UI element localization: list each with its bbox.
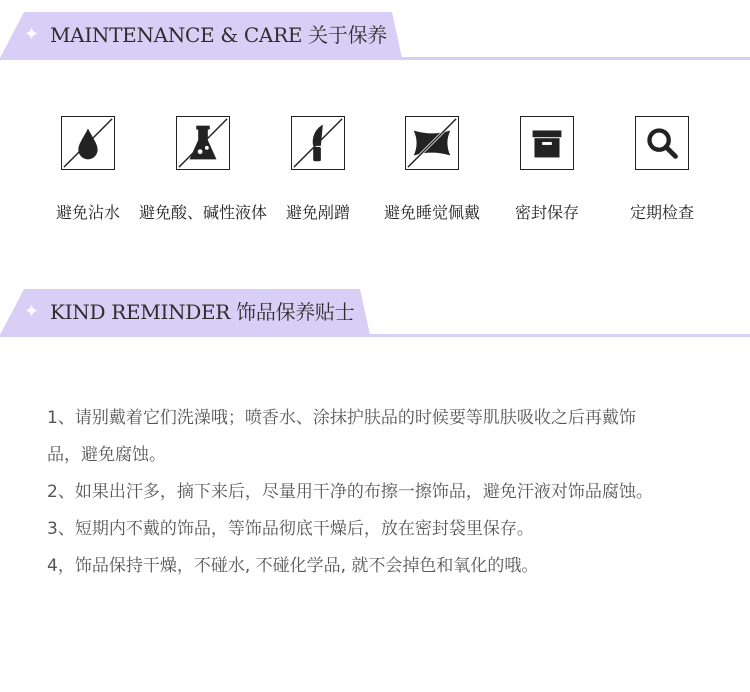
tip-line: 3、短期内不戴的饰品，等饰品彻底干燥后，放在密封袋里保存。 <box>47 519 534 539</box>
knife-icon <box>291 116 345 170</box>
tip-line: 4，饰品保持干燥，不碰水, 不碰化学品, 就不会掉色和氧化的哦。 <box>47 556 539 576</box>
care-label: 避免剐蹭 <box>285 203 351 222</box>
care-label: 定期检查 <box>629 203 695 222</box>
sealed-box-icon <box>520 116 574 170</box>
sparkle-icon: ✦ <box>24 24 40 45</box>
tip-line: 1、请别戴着它们洗澡哦；喷香水、涂抹护肤品的时候要等肌肤吸收之后再戴饰 <box>47 408 636 428</box>
magnifier-icon <box>635 116 689 170</box>
kind-reminder-header <box>0 289 750 337</box>
care-label: 避免睡觉佩戴 <box>383 203 481 222</box>
flask-icon <box>176 116 230 170</box>
sparkle-icon: ✦ <box>24 301 40 322</box>
section-title: MAINTENANCE & CARE 关于保养 <box>50 23 387 47</box>
tip-line: 品，避免腐蚀。 <box>47 445 166 465</box>
section-title: KIND REMINDER 饰品保养贴士 <box>50 300 355 324</box>
care-tips <box>47 400 727 585</box>
care-label: 避免沾水 <box>55 203 121 222</box>
pillow-icon <box>405 116 459 170</box>
care-label: 密封保存 <box>514 203 580 222</box>
maintenance-care-header <box>0 12 750 60</box>
water-drop-icon <box>61 116 115 170</box>
care-label: 避免酸、碱性液体 <box>138 203 268 222</box>
care-icons-row <box>0 116 750 236</box>
tip-line: 2、如果出汗多，摘下来后，尽量用干净的布擦一擦饰品，避免汗液对饰品腐蚀。 <box>47 482 653 502</box>
